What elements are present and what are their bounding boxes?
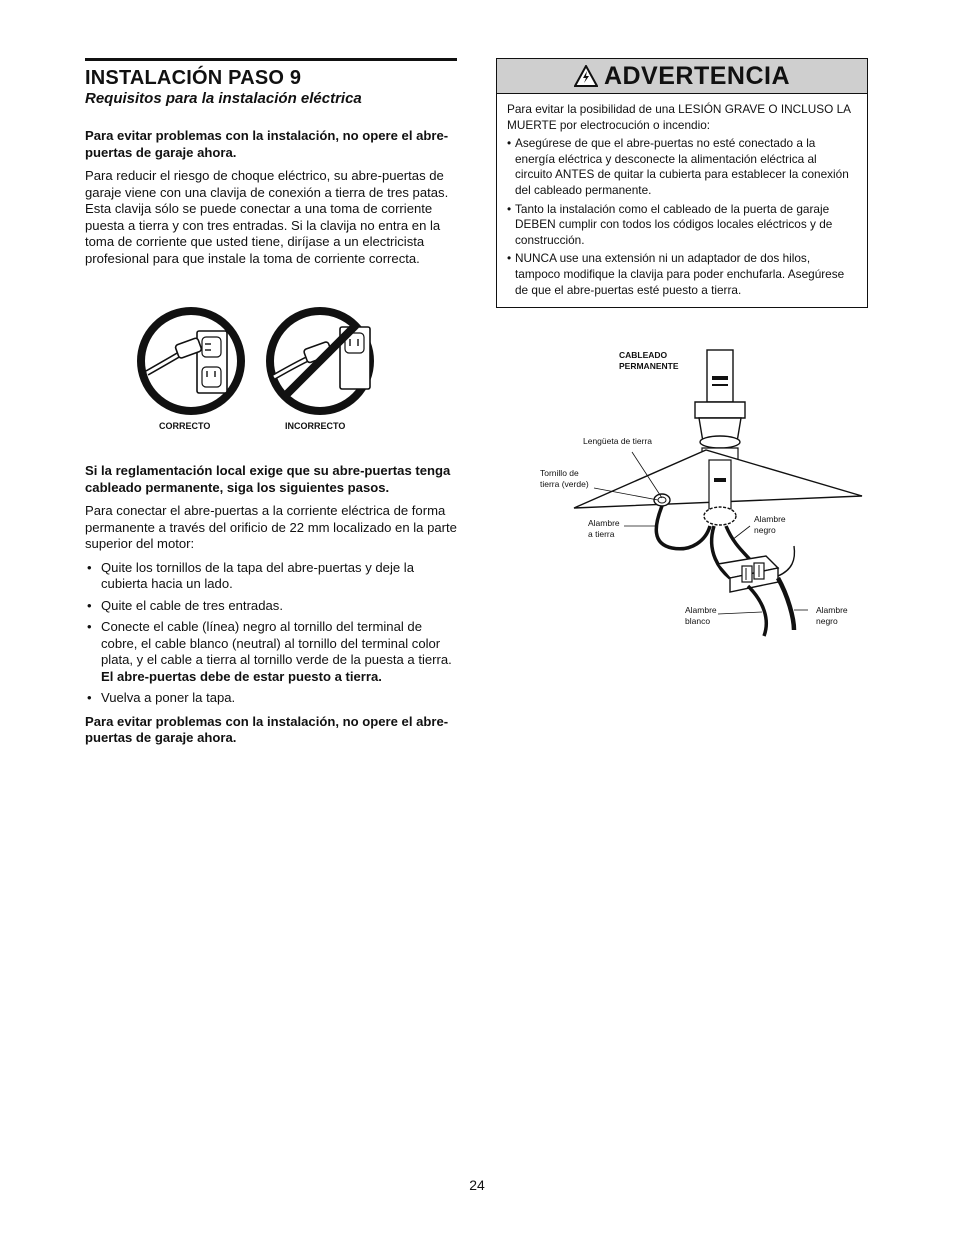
left-column — [85, 58, 457, 754]
correct-label: CORRECTO — [159, 421, 211, 431]
list-item: • Quite el cable de tres entradas. — [85, 598, 457, 615]
label-white-wire: Alambre blanco — [685, 605, 717, 626]
label-black-wire-bottom: Alambre negro — [816, 605, 848, 626]
correct-plug-icon — [141, 311, 241, 411]
intro-paragraph: Para reducir el riesgo de choque eléctrico, su abre-puertas de garaje viene con una clavija de conexión a tierra de tres patas. Esta clavija sólo se puede conectar a una toma de corriente puesta a tierra y con tres entradas. Si la clavija no entra en la toma de corriente que usted tiene, diríjase a un electricista profesional para que instale la toma de corriente correcta. — [85, 168, 449, 266]
incorrect-label: INCORRECTO — [285, 421, 346, 431]
permanent-wiring-heading: Si la reglamentación local exige que su abre-puertas tenga cableado permanente, siga los siguientes pasos. — [85, 463, 451, 495]
permanent-wiring-intro: Para conectar el abre-puertas a la corriente eléctrica de forma permanente a través del orificio de 22 mm localizado en la parte superior del motor: — [85, 503, 457, 551]
plug-figure — [85, 293, 457, 463]
warning-item: • Asegúrese de que el abre-puertas no esté conectado a la energía eléctrica y desconecte la alimentación eléctrica al circuito ANTES de quitar la cubierta para establecer la conexión del cableado permanente. — [507, 136, 857, 198]
wiring-illustration — [496, 330, 868, 650]
list-item: • Vuelva a poner la tapa. — [85, 690, 457, 707]
warning-item: • Tanto la instalación como el cableado de la puerta de garaje DEBEN cumplir con todos los códigos locales eléctricos y de construcción. — [507, 202, 857, 249]
warning-item: • NUNCA use una extensión ni un adaptador de dos hilos, tampoco modifique la clavija para poder enchufarla. Asegúrese de que el abre-puertas esté puesto a tierra. — [507, 251, 857, 298]
step-title: INSTALACIÓN PASO 9 — [85, 67, 302, 89]
warning-list — [507, 136, 857, 298]
label-ground-tab: Lengüeta de tierra — [583, 436, 652, 446]
incorrect-plug-icon — [270, 311, 370, 411]
label-ground-screw: Tornillo de tierra (verde) — [540, 468, 589, 489]
list-item-text: Conecte el cable (línea) negro al tornillo del terminal de cobre, el cable blanco (neutral) al tornillo del terminal color plata, y el cable a tierra al tornillo verde de la puesta a tierra. — [101, 619, 452, 667]
plug-illustration — [85, 293, 457, 433]
list-item — [85, 619, 457, 685]
wiring-diagram — [496, 330, 868, 650]
label-ground-wire: Alambre a tierra — [588, 518, 620, 539]
caution-paragraph-bottom: Para evitar problemas con la instalación, no opere el abre-puertas de garaje ahora. — [85, 713, 449, 745]
label-permanent-wiring: CABLEADO PERMANENTE — [619, 350, 679, 371]
list-item: • Quite los tornillos de la tapa del abre-puertas y deje la cubierta hacia un lado. — [85, 560, 457, 593]
steps-list — [85, 560, 457, 707]
list-item-bold-text: El abre-puertas debe de estar puesto a tierra. — [101, 668, 382, 684]
page-number: 24 — [469, 1177, 485, 1193]
warning-triangle-icon — [574, 65, 598, 87]
warning-intro: Para evitar la posibilidad de una LESIÓN GRAVE O INCLUSO LA MUERTE por electrocución o incendio: — [507, 102, 851, 132]
title-rule — [85, 58, 457, 61]
warning-body — [497, 94, 867, 298]
caution-paragraph-top: Para evitar problemas con la instalación, no opere el abre-puertas de garaje ahora. — [85, 128, 449, 160]
warning-title: ADVERTENCIA — [603, 61, 791, 90]
warning-box — [496, 58, 868, 308]
section-subtitle: Requisitos para la instalación eléctrica — [85, 90, 362, 107]
label-black-wire-top: Alambre negro — [754, 514, 786, 535]
warning-header — [497, 59, 867, 94]
